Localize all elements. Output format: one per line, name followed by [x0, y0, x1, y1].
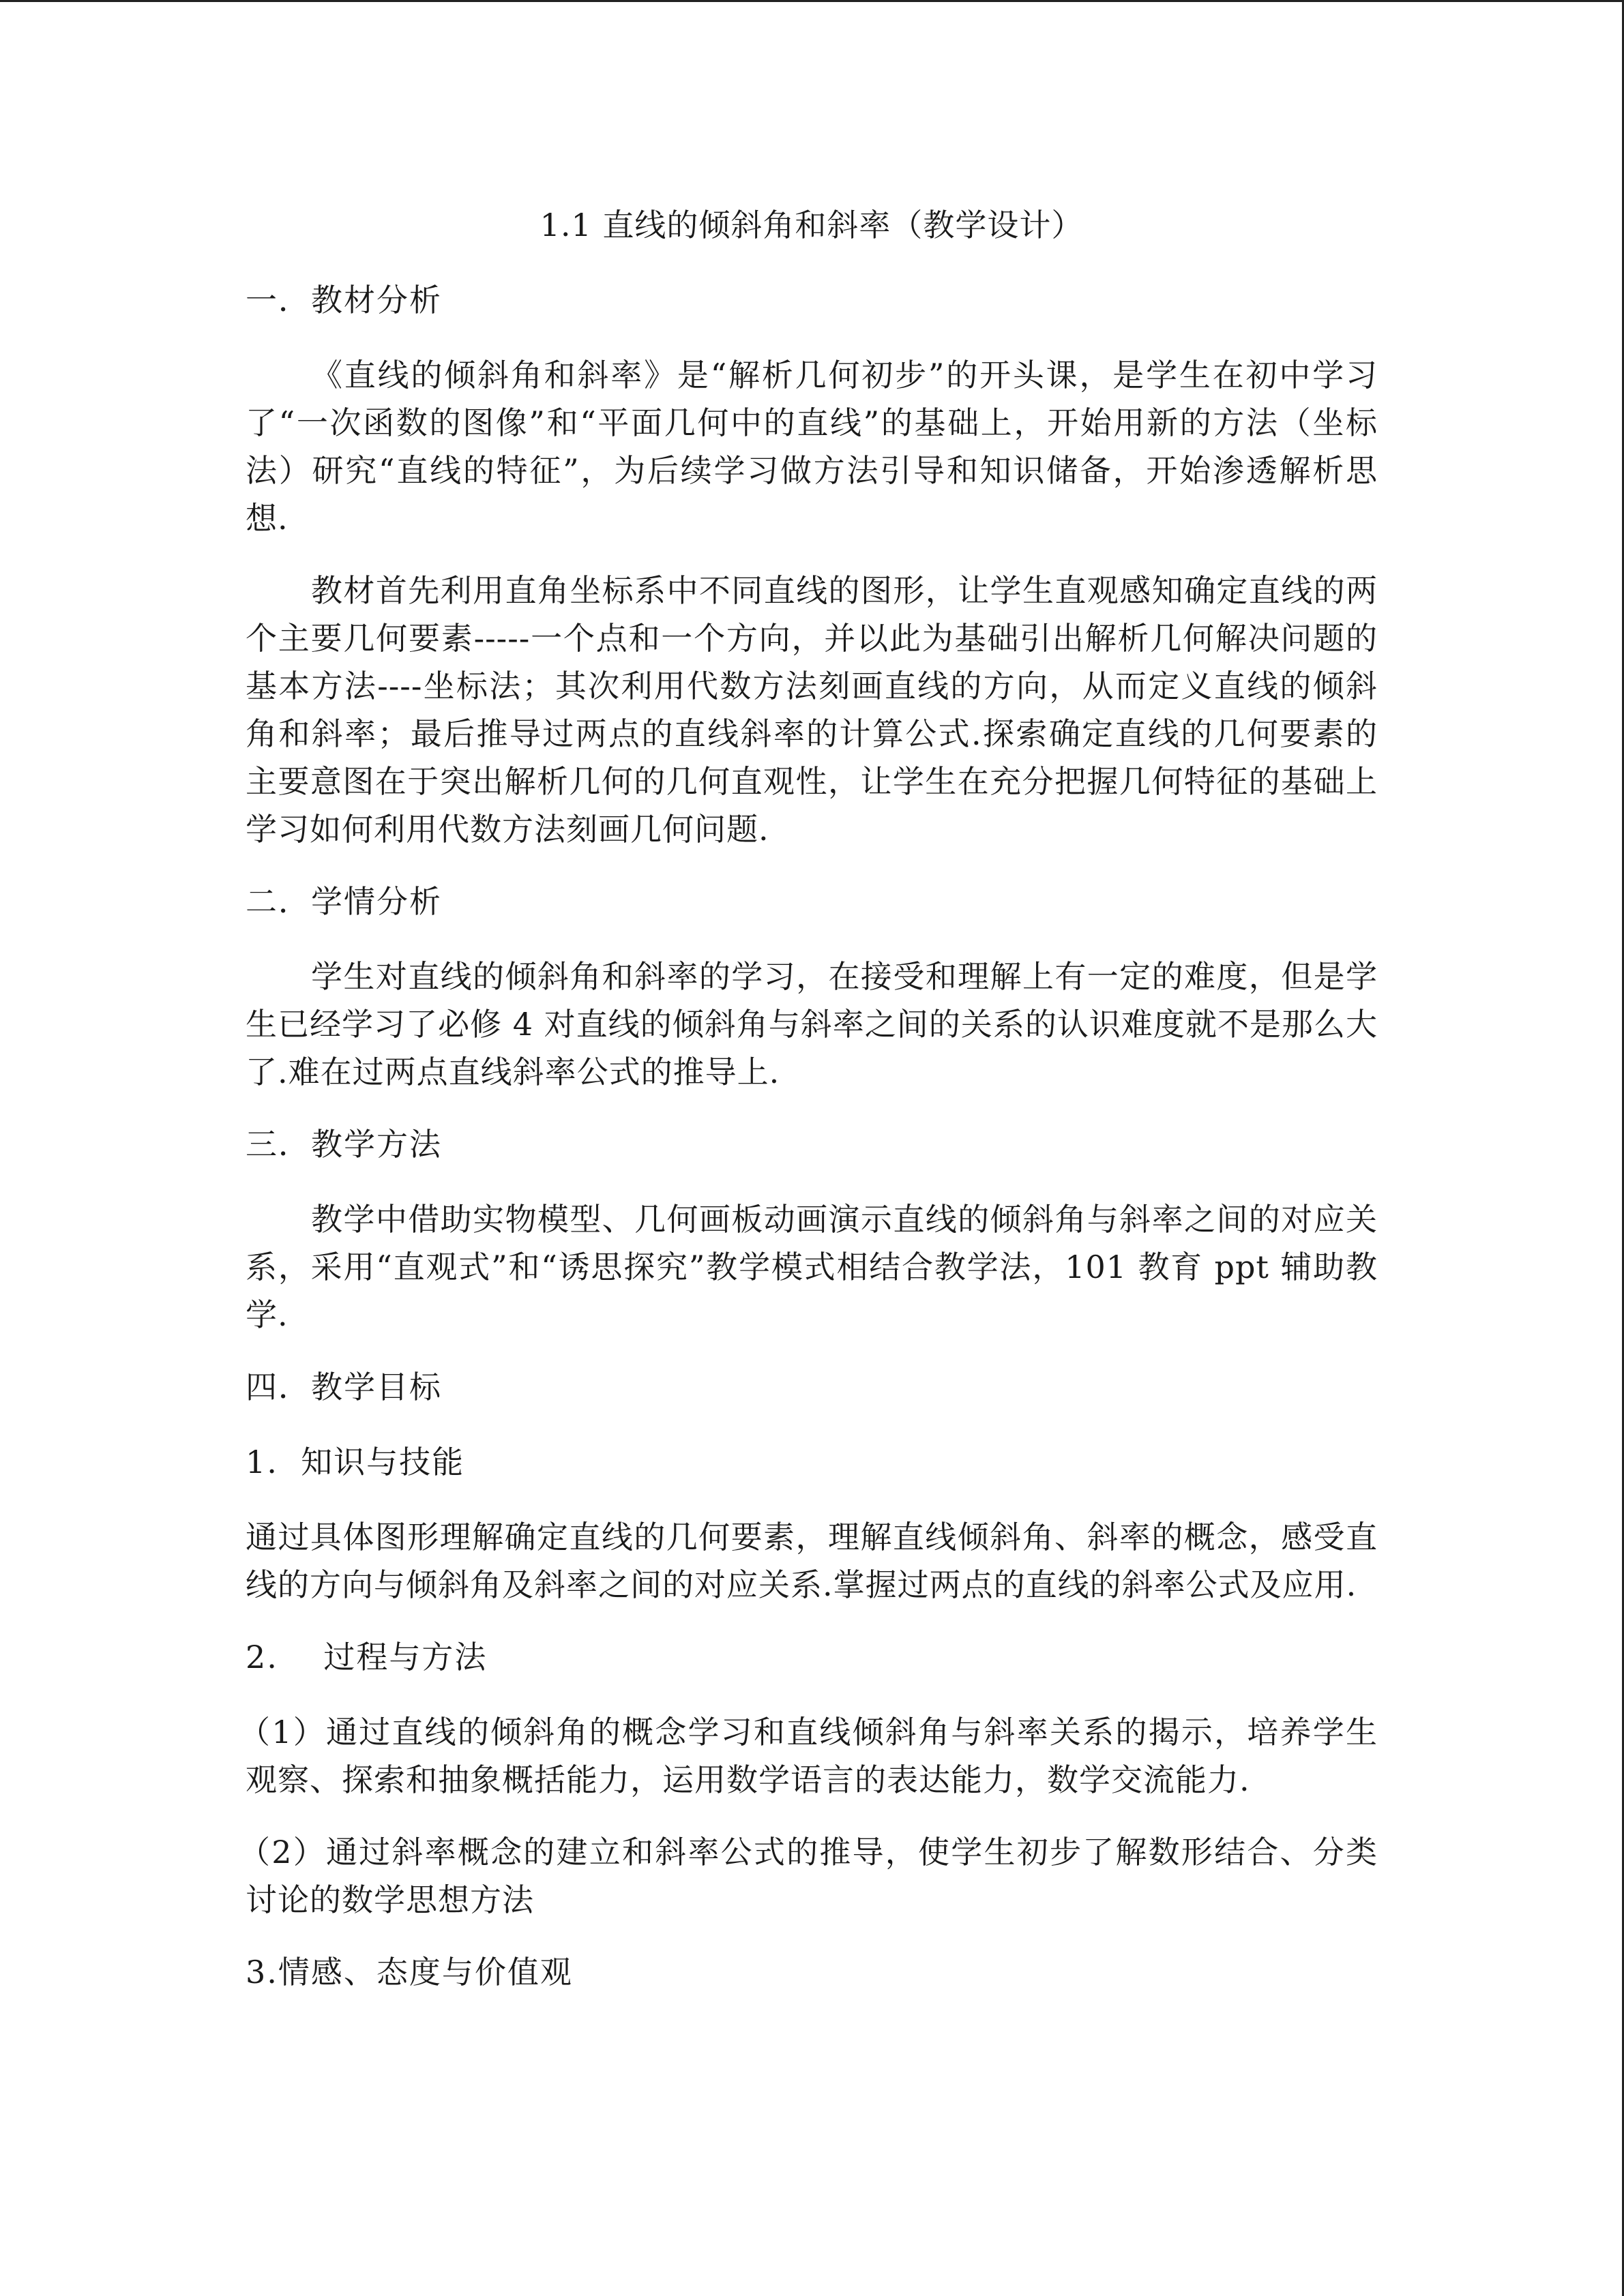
section-heading-goals: 四．教学目标 [246, 1369, 442, 1405]
goals-knowledge-heading: 1. 知识与技能 [246, 1444, 465, 1480]
methods-paragraph-1: 教学中借助实物模型、几何画板动画演示直线的倾斜角与斜率之间的对应关系，采用“直观式”和“诱思探究”教学模式相结合教学法，101 教育 ppt 辅助教学. [246, 1201, 1378, 1333]
goals-process-item-2: （2）通过斜率概念的建立和斜率公式的推导，使学生初步了解数形结合、分类讨论的数学思想方法 [239, 1834, 1378, 1918]
students-paragraph-1: 学生对直线的倾斜角和斜率的学习，在接受和理解上有一定的难度，但是学生已经学习了必修 4 对直线的倾斜角与斜率之间的关系的认识难度就不是那么大了.难在过两点直线斜率公式的推导上. [246, 958, 1378, 1090]
materials-paragraph-1: 《直线的倾斜角和斜率》是“解析几何初步”的开头课，是学生在初中学习了“一次函数的图像”和“平面几何中的直线”的基础上，开始用新的方法（坐标法）研究“直线的特征”，为后续学习做方法引导和知识储备，开始渗透解析思想. [246, 357, 1378, 537]
goals-process-item-1: （1）通过直线的倾斜角的概念学习和直线倾斜角与斜率关系的揭示，培养学生观察、探索和抽象概括能力，运用数学语言的表达能力，数学交流能力. [239, 1714, 1378, 1798]
page-title: 1.1 直线的倾斜角和斜率（教学设计） [540, 207, 1084, 243]
goals-emotion-heading: 3.情感、态度与价值观 [246, 1954, 573, 1991]
section-heading-methods: 三．教学方法 [246, 1126, 442, 1163]
document-body [239, 201, 1378, 2023]
goals-knowledge-text: 通过具体图形理解确定直线的几何要素，理解直线倾斜角、斜率的概念，感受直线的方向与倾斜角及斜率之间的对应关系.掌握过两点的直线的斜率公式及应用. [246, 1519, 1378, 1603]
section-heading-students: 二．学情分析 [246, 883, 442, 920]
materials-paragraph-2: 教材首先利用直角坐标系中不同直线的图形，让学生直观感知确定直线的两个主要几何要素-----一个点和一个方向，并以此为基础引出解析几何解决问题的基本方法----坐标法；其次利用代数方法刻画直线的方向，从而定义直线的倾斜角和斜率；最后推导过两点的直线斜率的计算公式.探索确定直线的几何要素的主要意图在于突出解析几何的几何直观性，让学生在充分把握几何特征的基础上学习如何利用代数方法刻画几何问题. [246, 572, 1378, 848]
section-heading-materials: 一．教材分析 [246, 282, 442, 318]
goals-process-heading: 2. 过程与方法 [246, 1639, 488, 1675]
